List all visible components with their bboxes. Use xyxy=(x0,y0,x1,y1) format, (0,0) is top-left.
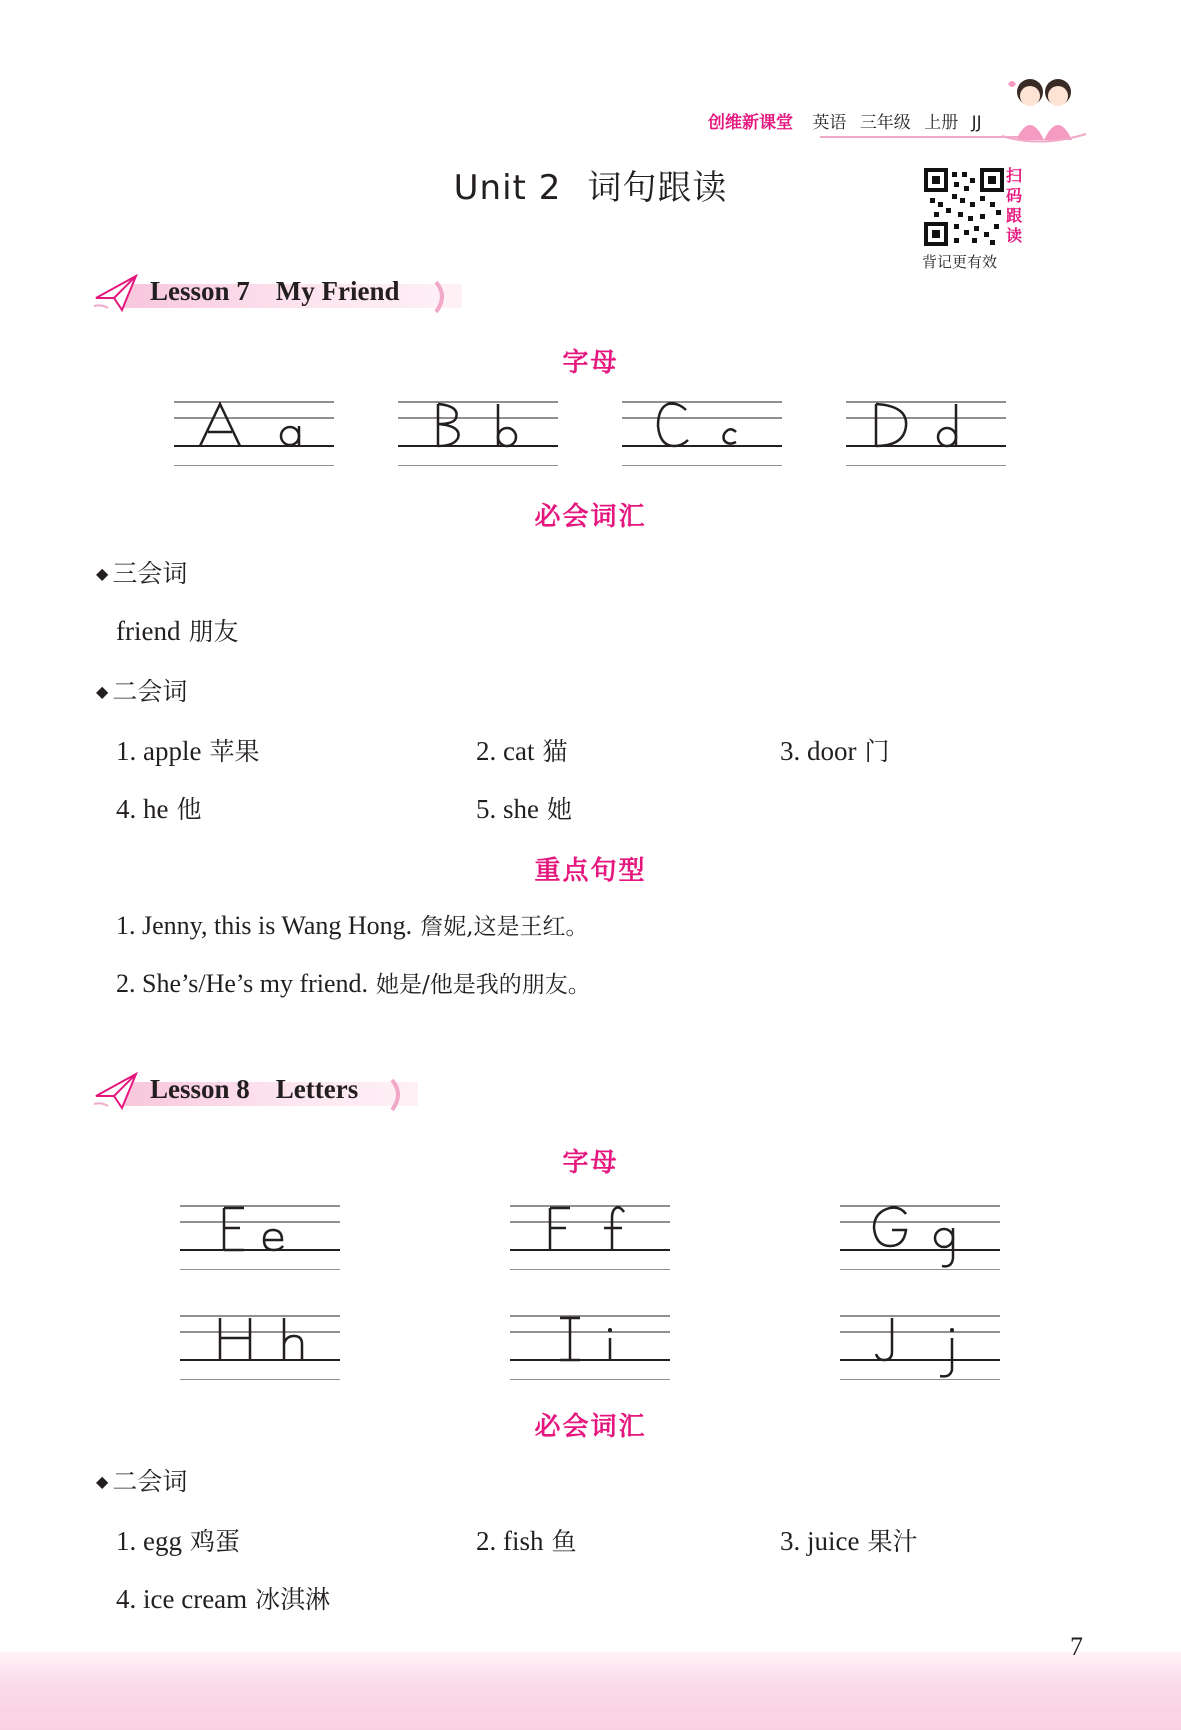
vocab-en: 1. apple xyxy=(116,736,202,766)
qr-code-icon[interactable] xyxy=(924,168,1004,246)
edition-label: JJ xyxy=(971,113,982,133)
lesson-title: My Friend xyxy=(275,276,400,306)
qr-side-char: 读 xyxy=(1006,226,1023,245)
paper-plane-icon xyxy=(92,270,140,314)
vocab-zh: 朋友 xyxy=(188,617,239,646)
section-title-letters: 字母 xyxy=(562,1148,619,1178)
vocab-zh: 冰淇淋 xyxy=(255,1585,331,1614)
vocab-en: 1. egg xyxy=(116,1526,182,1556)
vocab-item xyxy=(476,732,568,768)
vocab-zh: 门 xyxy=(864,737,890,766)
vocab-item xyxy=(116,790,202,826)
vocab-zh: 苹果 xyxy=(209,737,260,766)
group-label: 三会词 xyxy=(112,559,188,588)
lesson-8-banner xyxy=(92,1068,462,1114)
letter-card-ff xyxy=(510,1200,670,1270)
qr-side-char: 扫 xyxy=(1006,166,1023,185)
handwriting-lines-icon xyxy=(846,396,1006,466)
vocab-zh: 鸡蛋 xyxy=(189,1527,240,1556)
unit-number: Unit 2 xyxy=(453,168,562,208)
unit-heading: 词句跟读 xyxy=(587,168,728,208)
banner-curl-icon xyxy=(432,280,450,314)
vocab-en: 5. she xyxy=(476,794,539,824)
vocab-item xyxy=(476,1522,577,1558)
letter-card-dd xyxy=(846,396,1006,466)
section-title-sentences: 重点句型 xyxy=(534,856,647,886)
vocab-item xyxy=(780,1522,918,1558)
vocab-en: 2. fish xyxy=(476,1526,544,1556)
letter-card-ee xyxy=(180,1200,340,1270)
vocab-en: 2. cat xyxy=(476,736,535,766)
letter-card-gg xyxy=(840,1200,1000,1270)
vocab-en: friend xyxy=(116,616,181,646)
handwriting-lines-icon xyxy=(180,1310,340,1380)
volume-label: 上册 xyxy=(924,113,959,133)
sentence-item xyxy=(116,966,591,999)
group-label: 二会词 xyxy=(112,677,188,706)
diamond-bullet-icon: ◆ xyxy=(96,682,109,701)
lesson-heading xyxy=(150,276,400,307)
vocab-en: 3. door xyxy=(780,736,857,766)
group-two-heading xyxy=(96,1462,187,1498)
banner-curl-icon xyxy=(388,1078,406,1112)
sentence-en: 1. Jenny, this is Wang Hong. xyxy=(116,911,413,940)
sentence-zh: 她是/他是我的朋友。 xyxy=(376,972,591,998)
sentence-en: 2. She’s/He’s my friend. xyxy=(116,969,369,998)
header-rule xyxy=(820,136,1020,138)
page-number: 7 xyxy=(1070,1632,1083,1661)
section-title-vocab: 必会词汇 xyxy=(534,502,647,532)
letter-card-aa xyxy=(174,396,334,466)
vocab-zh: 鱼 xyxy=(551,1527,577,1556)
qr-side-text xyxy=(1006,166,1026,246)
letter-card-ii xyxy=(510,1310,670,1380)
sentence-zh: 詹妮,这是王红。 xyxy=(420,914,589,940)
vocab-en: 4. he xyxy=(116,794,169,824)
letter-card-bb xyxy=(398,396,558,466)
vocab-en: 3. juice xyxy=(780,1526,860,1556)
vocab-item xyxy=(116,612,238,648)
kids-illustration-icon xyxy=(1000,70,1090,150)
lesson-heading xyxy=(150,1074,358,1105)
handwriting-lines-icon xyxy=(180,1200,340,1270)
vocab-en: 4. ice cream xyxy=(116,1584,248,1614)
letter-card-hh xyxy=(180,1310,340,1380)
handwriting-lines-icon xyxy=(840,1200,1000,1270)
subject-label: 英语 xyxy=(812,113,847,133)
vocab-item xyxy=(780,732,890,768)
qr-side-char: 码 xyxy=(1006,186,1023,205)
handwriting-lines-icon xyxy=(622,396,782,466)
vocab-zh: 他 xyxy=(176,795,202,824)
vocab-item xyxy=(116,1580,330,1616)
lesson-7-banner xyxy=(92,270,462,316)
paper-plane-icon xyxy=(92,1068,140,1112)
group-two-heading xyxy=(96,672,187,708)
diamond-bullet-icon: ◆ xyxy=(96,1472,109,1491)
grade-label: 三年级 xyxy=(859,113,911,133)
handwriting-lines-icon xyxy=(510,1200,670,1270)
section-title-vocab: 必会词汇 xyxy=(534,1412,647,1442)
vocab-zh: 果汁 xyxy=(867,1527,918,1556)
qr-side-char: 跟 xyxy=(1006,206,1023,225)
handwriting-lines-icon xyxy=(840,1310,1000,1380)
qr-caption: 背记更有效 xyxy=(922,253,998,271)
group-three-heading xyxy=(96,554,187,590)
vocab-item xyxy=(476,790,572,826)
lesson-title: Letters xyxy=(275,1074,359,1104)
letter-card-cc xyxy=(622,396,782,466)
diamond-bullet-icon: ◆ xyxy=(96,564,109,583)
lesson-number: Lesson 7 xyxy=(150,276,250,306)
brand-name: 创维新课堂 xyxy=(708,113,793,133)
letter-card-jj xyxy=(840,1310,1000,1380)
footer-band xyxy=(0,1652,1181,1730)
vocab-item xyxy=(116,732,260,768)
vocab-zh: 猫 xyxy=(542,737,568,766)
handwriting-lines-icon xyxy=(398,396,558,466)
section-title-letters: 字母 xyxy=(562,348,619,378)
vocab-zh: 她 xyxy=(547,795,573,824)
sentence-item xyxy=(116,908,589,941)
vocab-item xyxy=(116,1522,240,1558)
lesson-number: Lesson 8 xyxy=(150,1074,250,1104)
running-header xyxy=(708,108,990,133)
group-label: 二会词 xyxy=(112,1467,188,1496)
handwriting-lines-icon xyxy=(174,396,334,466)
handwriting-lines-icon xyxy=(510,1310,670,1380)
